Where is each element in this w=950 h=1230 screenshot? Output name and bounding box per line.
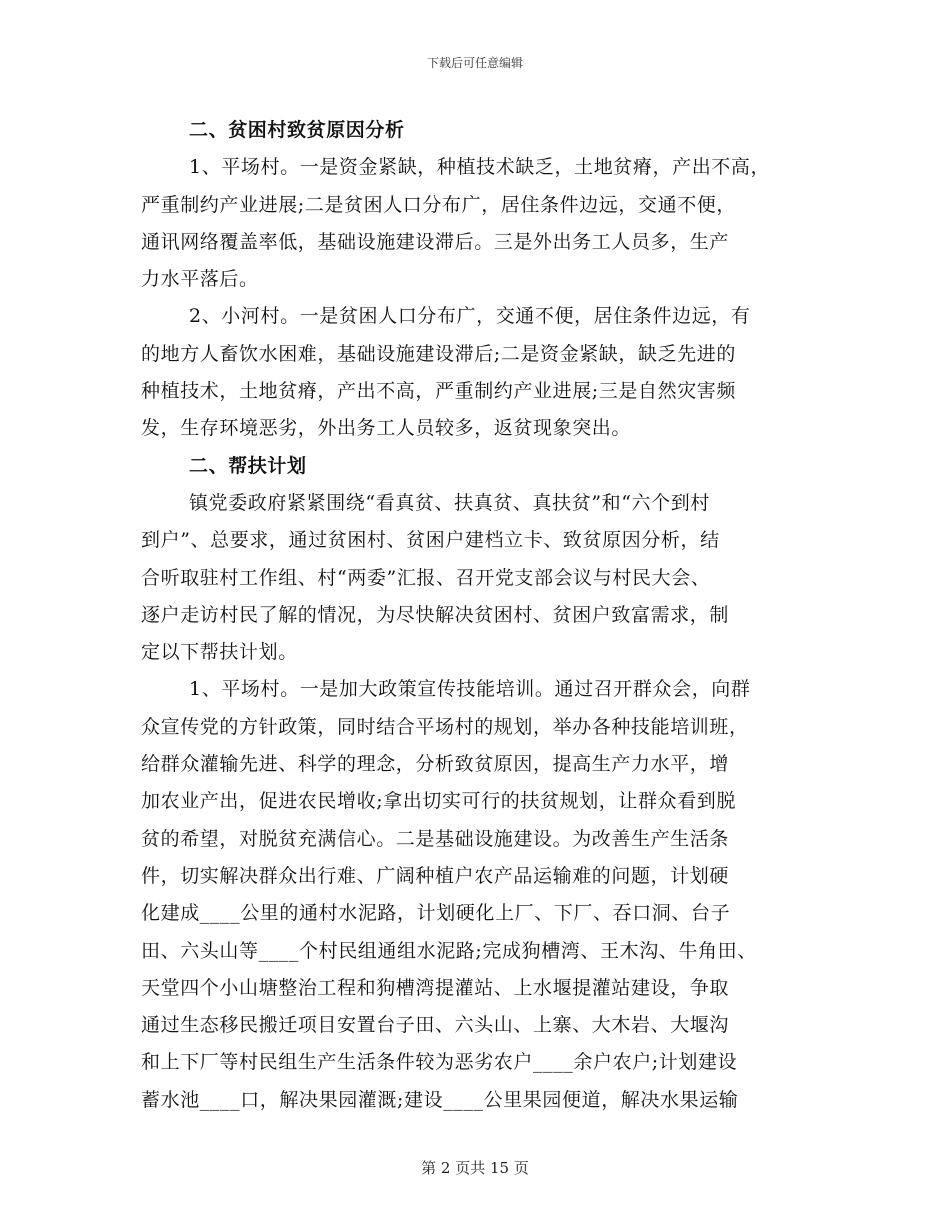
text-line: 种植技术，土地贫瘠，产出不高，严重制约产业进展;三是自然灾害频 bbox=[141, 380, 737, 403]
text-line: 通过生态移民搬迁项目安置台子田、六头山、上寨、大木岩、大堰沟 bbox=[141, 1014, 730, 1037]
section-heading: 二、帮扶计划 bbox=[189, 454, 307, 477]
text-line: 定以下帮扶计划。 bbox=[141, 641, 298, 664]
text-line: 蓄水池____口，解决果园灌溉;建设____公里果园便道，解决水果运输 bbox=[141, 1088, 739, 1111]
text-line: 和上下厂等村民组生产生活条件较为恶劣农户____余户农户;计划建设 bbox=[141, 1051, 738, 1074]
text-line: 发，生存环境恶劣，外出务工人员较多，返贫现象突出。 bbox=[141, 417, 632, 440]
text-line: 田、六头山等____个村民组通组水泥路;完成狗槽湾、王木沟、牛角田、 bbox=[141, 939, 757, 962]
text-line: 1、平场村。一是加大政策宣传技能培训。通过召开群众会，向群 bbox=[189, 678, 751, 701]
text-line: 逐户走访村民了解的情况，为尽快解决贫困村、贫困户致富需求，制 bbox=[141, 603, 730, 626]
text-line: 众宣传党的方针政策，同时结合平场村的规划，举办各种技能培训班， bbox=[141, 715, 749, 738]
text-line: 到户”、总要求，通过贫困村、贫困户建档立卡、致贫原因分析，结 bbox=[141, 529, 720, 552]
text-line: 力水平落后。 bbox=[141, 268, 259, 291]
text-line: 镇党委政府紧紧围绕“看真贫、扶真贫、真扶贫”和“六个到村 bbox=[189, 491, 710, 514]
text-line: 2、小河村。一是贫困人口分布广，交通不便，居住条件边远，有 bbox=[189, 305, 751, 328]
text-line: 严重制约产业进展;二是贫困人口分布广，居住条件边远，交通不便， bbox=[141, 193, 737, 216]
document-body bbox=[141, 112, 821, 1119]
text-line: 给群众灌输先进、科学的理念，分析致贫原因，提高生产力水平，增 bbox=[141, 753, 730, 776]
text-line: 件，切实解决群众出行难、广阔种植户农产品运输难的问题，计划硬 bbox=[141, 864, 730, 887]
section-heading: 二、贫困村致贫原因分析 bbox=[189, 119, 405, 141]
text-line: 的地方人畜饮水困难，基础设施建设滞后;二是资金紧缺，缺乏先进的 bbox=[141, 342, 737, 365]
page-footer: 第 2 页共 15 页 bbox=[421, 1159, 529, 1177]
text-line: 贫的希望，对脱贫充满信心。二是基础设施建设。为改善生产生活条 bbox=[141, 827, 730, 850]
text-line: 化建成____公里的通村水泥路，计划硬化上厂、下厂、吞口洞、台子 bbox=[141, 902, 731, 925]
text-line: 1、平场村。一是资金紧缺，种植技术缺乏，土地贫瘠，产出不高， bbox=[189, 156, 771, 179]
text-line: 合听取驻村工作组、村“两委”汇报、召开党支部会议与村民大会、 bbox=[141, 566, 711, 589]
text-line: 天堂四个小山塘整治工程和狗槽湾提灌站、上水堰提灌站建设，争取 bbox=[141, 976, 730, 999]
text-line: 通讯网络覆盖率低，基础设施建设滞后。三是外出务工人员多，生产 bbox=[141, 230, 730, 253]
page-header: 下载后可任意编辑 bbox=[426, 56, 523, 70]
text-line: 加农业产出，促进农民增收;拿出切实可行的扶贫规划，让群众看到脱 bbox=[141, 790, 737, 813]
